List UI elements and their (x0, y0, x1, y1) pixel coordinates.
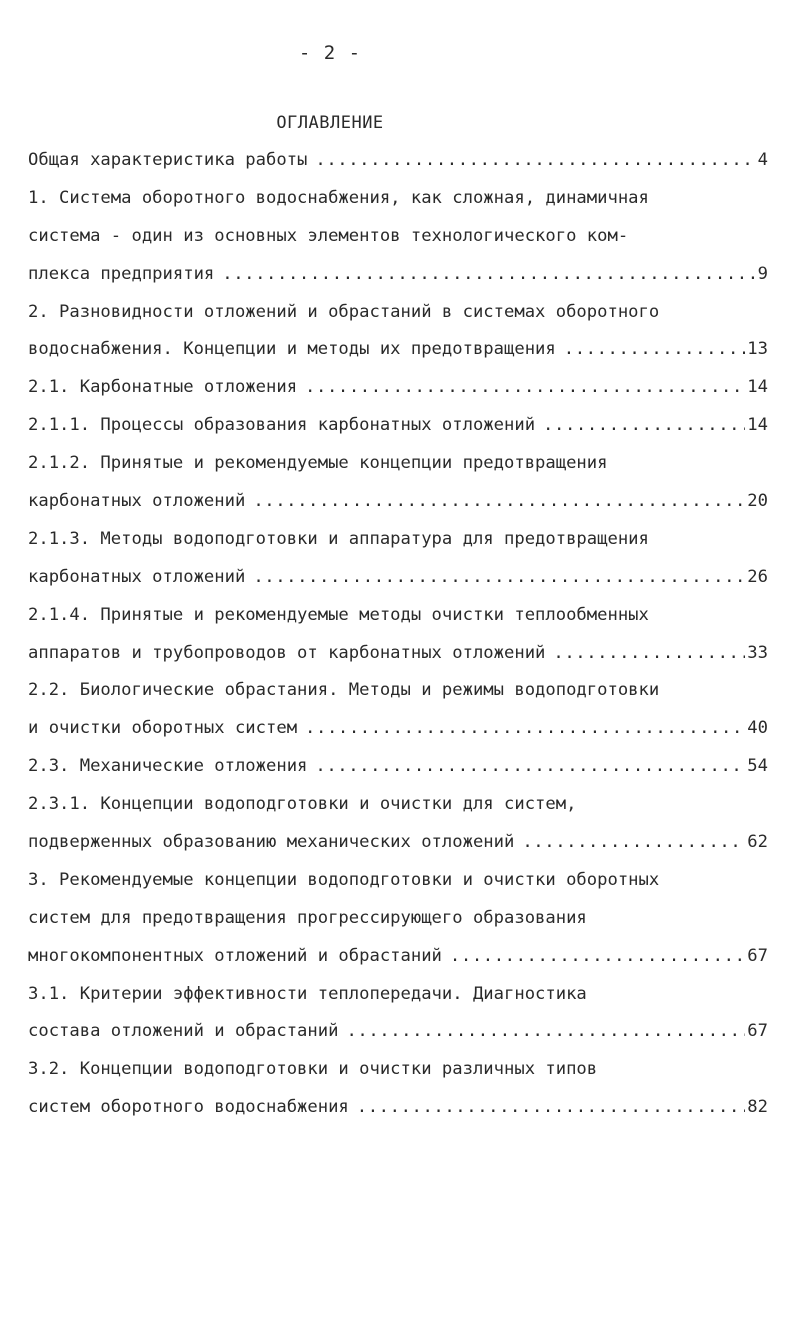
toc-entry (28, 483, 768, 521)
toc-entry-page: 33 (747, 642, 768, 663)
toc-entry-text: Общая характеристика работы (28, 150, 308, 170)
toc-leader-dots (556, 331, 746, 369)
toc-entry-text: 2.2. Биологические обрастания. Методы и режимы водоподготовки (28, 680, 660, 701)
page-number: - 2 - (298, 42, 362, 64)
toc-entry (28, 407, 768, 445)
toc-entry (28, 597, 768, 635)
toc-entry-text: 2.1.3. Методы водоподготовки и аппаратура для предотвращения (28, 528, 649, 549)
toc-leader-dots (535, 407, 745, 445)
toc-entry-text: 2.1.1. Процессы образования карбонатных отложений (28, 415, 536, 436)
toc-entry (28, 976, 768, 1014)
toc-entry (28, 521, 768, 559)
toc-entry-text: 2.1.4. Принятые и рекомендуемые методы очистки теплообменных (28, 604, 649, 625)
toc-entry (28, 369, 768, 407)
toc-entry (28, 294, 768, 332)
toc-entry-page: 20 (747, 491, 768, 512)
toc-entry-page: 82 (747, 1097, 768, 1118)
toc-entry-text: и очистки оборотных систем (28, 718, 298, 739)
toc-entry (28, 180, 768, 218)
toc-entry-page: 40 (747, 718, 768, 739)
toc-entry-text: 2. Разновидности отложений и обрастаний в системах оборотного (28, 301, 660, 322)
toc-entry-text: карбонатных отложений (28, 491, 246, 512)
toc-entry (28, 142, 768, 180)
toc-leader-dots (297, 710, 745, 748)
toc-leader-dots (349, 1089, 746, 1127)
toc-entry (28, 1089, 768, 1127)
toc-entry-page: 4 (757, 150, 768, 170)
toc-entry-text: аппаратов и трубопроводов от карбонатных отложений (28, 642, 546, 663)
toc-entry-text: состава отложений и обрастаний (28, 1021, 339, 1042)
toc-entry (28, 256, 768, 294)
toc-leader-dots (214, 256, 755, 294)
toc-entry (28, 824, 768, 862)
toc-entry-page: 14 (747, 377, 768, 398)
toc-entry-text: водоснабжения. Концепции и методы их предотвращения (28, 339, 556, 360)
toc-entry (28, 786, 768, 824)
toc-entry-text: система - один из основных элементов технологического ком- (28, 225, 629, 246)
toc-entry (28, 218, 768, 256)
toc-entry-page: 14 (747, 415, 768, 436)
toc-entry-text: 3.1. Критерии эффективности теплопередачи. Диагностика (28, 983, 587, 1004)
toc-entry (28, 635, 768, 673)
toc-entry-page: 54 (747, 756, 768, 777)
toc-leader-dots (307, 142, 755, 180)
toc-entry-text: плекса предприятия (28, 263, 215, 284)
toc-entry-text: 2.3.1. Концепции водоподготовки и очистки для систем, (28, 794, 577, 815)
table-of-contents (28, 142, 768, 1127)
toc-leader-dots (245, 559, 745, 597)
toc-leader-dots (442, 938, 745, 976)
toc-entry (28, 862, 768, 900)
toc-entry-text: систем для предотвращения прогрессирующего образования (28, 907, 587, 928)
toc-entry-text: 1. Система оборотного водоснабжения, как сложная, динамичная (28, 187, 649, 208)
toc-entry (28, 1013, 768, 1051)
toc-leader-dots (338, 1013, 745, 1051)
toc-entry-text: 3.2. Концепции водоподготовки и очистки различных типов (28, 1059, 598, 1080)
toc-entry-text: систем оборотного водоснабжения (28, 1097, 349, 1118)
toc-leader-dots (545, 635, 745, 673)
toc-entry-text: многокомпонентных отложений и обрастаний (28, 945, 442, 966)
toc-entry (28, 672, 768, 710)
toc-entry-text: 2.1.2. Принятые и рекомендуемые концепции предотвращения (28, 453, 608, 474)
toc-leader-dots (514, 824, 745, 862)
toc-entry-text: карбонатных отложений (28, 566, 246, 587)
toc-entry-text: подверженных образованию механических отложений (28, 832, 515, 853)
toc-entry-text: 2.1. Карбонатные отложения (28, 377, 298, 398)
toc-entry-text: 2.3. Механические отложения (28, 756, 308, 777)
toc-entry-page: 67 (747, 945, 768, 966)
toc-leader-dots (245, 483, 745, 521)
toc-entry (28, 1051, 768, 1089)
toc-entry (28, 938, 768, 976)
toc-entry (28, 445, 768, 483)
toc-leader-dots (307, 748, 745, 786)
toc-entry (28, 900, 768, 938)
toc-entry-text: 3. Рекомендуемые концепции водоподготовки и очистки оборотных (28, 869, 660, 890)
toc-entry (28, 710, 768, 748)
toc-leader-dots (297, 369, 745, 407)
toc-entry (28, 748, 768, 786)
toc-entry-page: 13 (747, 339, 768, 360)
toc-title: ОГЛАВЛЕНИЕ (276, 113, 384, 133)
toc-entry (28, 331, 768, 369)
toc-entry-page: 26 (747, 566, 768, 587)
toc-entry-page: 62 (747, 832, 768, 853)
toc-entry (28, 559, 768, 597)
toc-entry-page: 9 (757, 263, 768, 284)
toc-entry-page: 67 (747, 1021, 768, 1042)
